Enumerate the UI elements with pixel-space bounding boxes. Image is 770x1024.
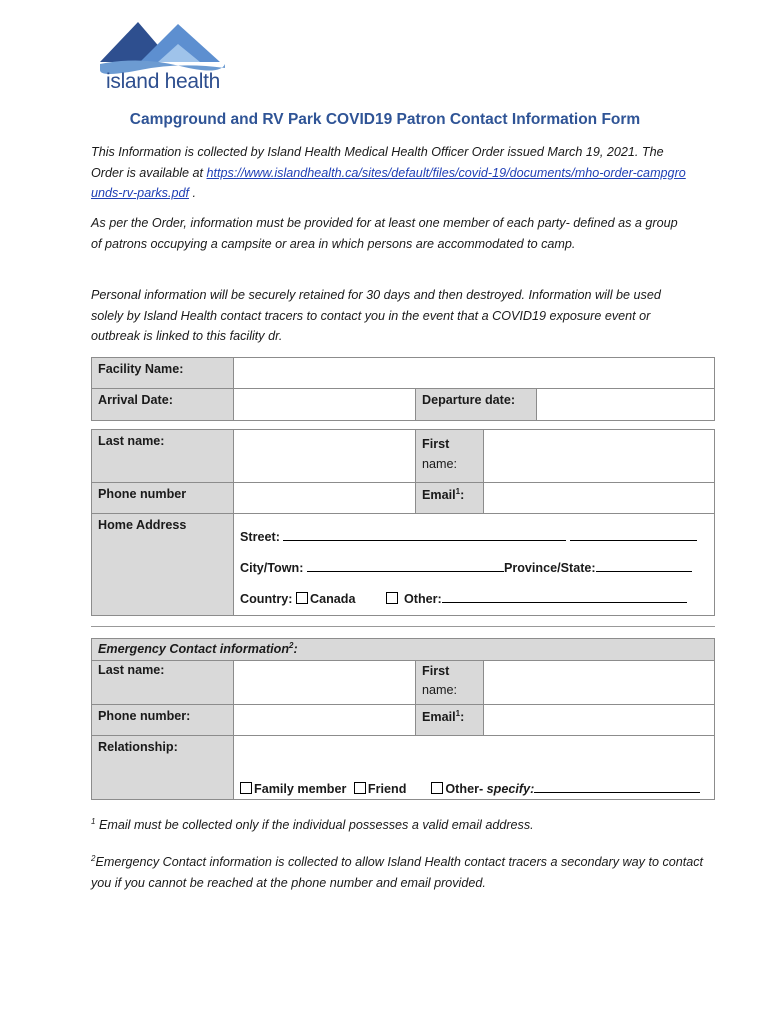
canada-label: Canada (309, 592, 356, 606)
order-link[interactable]: https://www.islandhealth.ca/sites/default/files/covid-19/documents/mho-order-campgrounds-rv-parks.pdf (91, 165, 686, 200)
friend-checkbox[interactable] (354, 782, 366, 794)
canada-checkbox[interactable] (296, 592, 308, 604)
country-row (240, 584, 708, 615)
street-field[interactable] (283, 527, 566, 541)
footnote-1: $^1$ Email must be collected only if the individual possesses a valid email address. (91, 817, 534, 833)
city-label: City/Town: (240, 561, 304, 575)
phone-number-field[interactable] (234, 483, 416, 514)
logo-wordmark: island health (106, 70, 221, 93)
first-name-label: First name: (416, 430, 484, 483)
home-address-label: Home Address (92, 514, 234, 616)
emergency-email-label: Email$^1$: (416, 705, 484, 736)
emergency-email-field[interactable] (484, 705, 715, 736)
specify-field[interactable] (534, 779, 700, 793)
last-name-label: Last name: (92, 430, 234, 483)
province-field[interactable] (596, 558, 692, 572)
province-label: Province/State: (503, 561, 596, 575)
city-row (240, 553, 708, 584)
emergency-phone-field[interactable] (234, 705, 416, 736)
friend-label: Friend (367, 782, 407, 796)
email-field[interactable] (484, 483, 715, 514)
family-member-checkbox[interactable] (240, 782, 252, 794)
other-relationship-checkbox[interactable] (431, 782, 443, 794)
emergency-last-name-label: Last name: (92, 661, 234, 705)
intro-paragraph-3: Personal information will be securely retained for 30 days and then destroyed. Information will be used solely by Island Health contact tracers to contact you in the event that a COVID19 exposure event or outbreak is linked to this facility dr. (91, 288, 661, 343)
other-country-checkbox[interactable] (386, 592, 398, 604)
phone-number-label: Phone number (92, 483, 234, 514)
emergency-phone-label: Phone number: (92, 705, 234, 736)
country-label: Country: (240, 592, 293, 606)
street-field-2[interactable] (570, 527, 697, 541)
relationship-options (234, 736, 715, 800)
family-member-label: Family member (254, 782, 347, 796)
other-country-label: Other: (403, 592, 442, 606)
first-name-field[interactable] (484, 430, 715, 483)
last-name-field[interactable] (234, 430, 416, 483)
emergency-last-name-field[interactable] (234, 661, 416, 705)
patron-table (91, 429, 715, 616)
departure-date-field[interactable] (537, 389, 715, 421)
emergency-first-name-label: First name: (416, 661, 484, 705)
intro-paragraph-1: This Information is collected by Island Health Medical Health Officer Order issued March 19, 2021. The Order is available at https://www.islandhealth.ca/sites/default/files/covid-19/documents/mho-order-campgrounds-rv-parks.pdf . (91, 145, 686, 200)
arrival-date-label: Arrival Date: (92, 389, 234, 421)
facility-name-label: Facility Name: (92, 358, 234, 389)
section-divider (91, 626, 715, 627)
intro-paragraph-2: As per the Order, information must be provided for at least one member of each party- defined as a group of patrons occupying a campsite or area in which persons are accommodated to camp. (91, 216, 678, 251)
street-label: Street: (240, 530, 280, 544)
departure-date-label: Departure date: (416, 389, 537, 421)
specify-label: specify: (486, 782, 535, 796)
city-field[interactable] (307, 558, 504, 572)
arrival-date-field[interactable] (234, 389, 416, 421)
emergency-header: Emergency Contact information$^2$: (92, 639, 715, 661)
emergency-first-name-field[interactable] (484, 661, 715, 705)
footnote-2: $^2$Emergency Contact information is collected to allow Island Health contact tracers a secondary way to contact you if you cannot be reached at the phone number and email provided. (91, 854, 704, 891)
emergency-table (91, 638, 715, 800)
street-row (240, 522, 708, 553)
email-label: Email$^1$: (416, 483, 484, 514)
relationship-label: Relationship: (92, 736, 234, 800)
other-relationship-label: Other- (445, 782, 487, 796)
home-address-block (234, 514, 715, 616)
facility-name-field[interactable] (234, 358, 715, 389)
facility-table (91, 357, 715, 421)
other-country-field[interactable] (442, 589, 687, 603)
form-title: Campground and RV Park COVID19 Patron Contact Information Form (129, 111, 641, 128)
